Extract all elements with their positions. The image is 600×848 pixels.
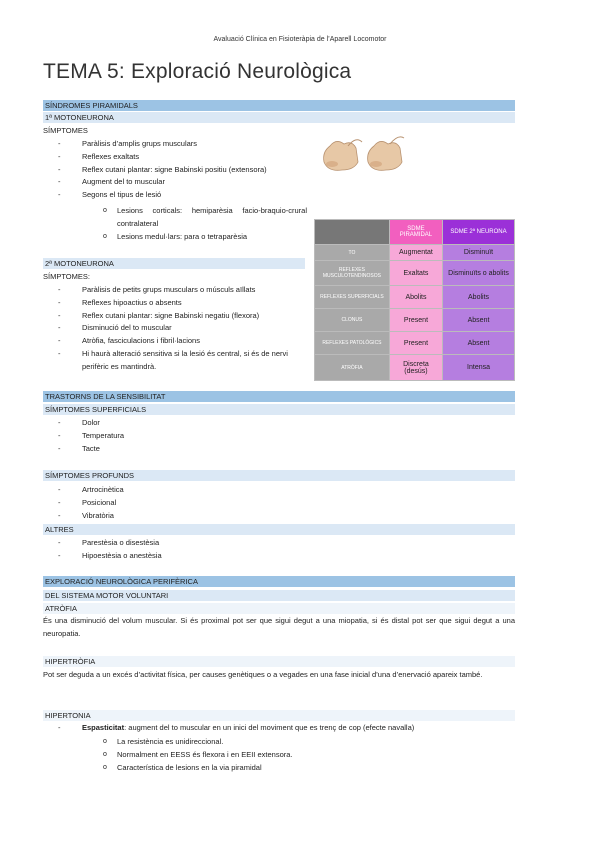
table-cell: REFLEXES SUPERFICIALS (315, 286, 390, 309)
table-row (315, 261, 515, 286)
table-cell: Present (389, 309, 442, 332)
list-item: - Paràlisis de petits grups musculars o músculs aïllats (58, 285, 256, 294)
foot-right-image (368, 137, 404, 170)
heading-hipertonia: HIPERTONIA (43, 710, 515, 721)
espasticitat-sublist (103, 736, 417, 774)
profunds-list (58, 484, 282, 522)
list-item: - Reflex cutani plantar: signe Babinski positiu (extensora) (58, 164, 267, 174)
table-header-row (315, 220, 515, 245)
table-cell: Present (389, 332, 442, 355)
comparison-table (314, 219, 515, 381)
list-item: - Augment del to muscular (58, 177, 165, 187)
list-item: - Temperatura (58, 430, 125, 440)
table-cell: Exaltats (389, 261, 442, 286)
list-item: - Tacte (58, 443, 100, 453)
table-header-cell: SDME PIRAMIDAL (389, 220, 442, 245)
table-row (315, 332, 515, 355)
list-item: o Característica de lesions en la via piramidal (103, 762, 262, 772)
table-row (315, 355, 515, 381)
list-item: - Segons el tipus de lesió (58, 190, 162, 200)
table-cell: Disminuïts o abolits (443, 261, 515, 286)
altres-list (58, 537, 282, 563)
table-row (315, 245, 515, 261)
espasticitat-term: Espasticitat (82, 723, 125, 732)
paragraph-hipertrofia: Pot ser deguda a un excés d’activitat física, per causes genètiques o a vegades en una fase inicial d’una d’enervació apareix també. (43, 670, 483, 679)
espasticitat-line: - Espasticitat: augment del to muscular en un inici del moviment que es trenç de cop (efecte navalla) (58, 723, 415, 732)
list-item: o La resistència es unidireccional. (103, 737, 224, 746)
subsection-bar-superficials: SÍMPTOMES SUPERFICIALS (43, 404, 515, 415)
table-cell: Abolits (443, 286, 515, 309)
table-cell: Discreta (desús) (389, 355, 442, 381)
symptoms-list-2 (58, 284, 307, 374)
heading-atrofia: ATRÒFIA (43, 603, 515, 614)
table-cell: Disminuït (443, 245, 515, 261)
list-item: - Disminució del to muscular (58, 323, 172, 333)
list-item: - Hi haurà alteració sensitiva si la lesió és central, si és de nervi perifèric es mantindrà. (58, 348, 288, 371)
table-row (315, 286, 515, 309)
table-cell: Absent (443, 309, 515, 332)
table-cell: Intensa (443, 355, 515, 381)
list-item: - Artrocinètica (58, 485, 124, 494)
espasticitat-definition: : augment del to muscular en un inici del moviment que es trenç de cop (efecte navalla) (124, 723, 415, 732)
table-cell: REFLEXES MUSCULOTENDINOSOS (315, 261, 390, 286)
page-title: TEMA 5: Exploració Neurològica (43, 60, 352, 83)
superficial-list (58, 417, 282, 455)
table-row (315, 309, 515, 332)
section-bar-piramidals: SÍNDROMES PIRAMIDALS (43, 100, 515, 111)
table-header-cell (315, 220, 390, 245)
list-item: o Lesions medul·lars: para o tetraparèsia (103, 231, 248, 241)
list-item: - Posicional (58, 497, 117, 507)
table-cell: Abolits (389, 286, 442, 309)
list-item: - Atròfia, fasciculacions i fibril·lacions (58, 336, 200, 346)
subsection-bar-1a-motoneurona: 1ª MOTONEURONA (43, 112, 515, 123)
list-item: - Reflexes hipoactius o absents (58, 297, 182, 307)
list-item: - Reflexes exaltats (58, 151, 140, 161)
list-item: - Reflex cutani plantar: signe Babinski negatiu (flexora) (58, 310, 260, 320)
subsection-bar-motor-voluntari: DEL SISTEMA MOTOR VOLUNTARI (43, 590, 515, 601)
subsection-bar-altres: ALTRES (43, 524, 515, 535)
table-header-cell: SDME 2ª NEURONA (443, 220, 515, 245)
list-item: - Vibratòria (58, 510, 114, 520)
section-bar-sensibilitat: TRASTORNS DE LA SENSIBILITAT (43, 391, 515, 402)
foot-left-image (324, 140, 362, 171)
paragraph-atrofia: És una disminució del volum muscular. Si és proximal pot ser que sigui degut a una miopatia, si és distal pot ser que sigui degut a una neuropatia. (43, 616, 515, 638)
table-cell: Augmentat (389, 245, 442, 261)
babinski-foot-image (318, 132, 408, 178)
section-bar-exploracio: EXPLORACIÓ NEUROLÒGICA PERIFÈRICA (43, 576, 515, 587)
list-item: o Normalment en EESS és flexora i en EEII extensora. (103, 749, 293, 759)
list-item: o Lesions corticals: hemiparèsia facio-braquio-crural contralateral (103, 206, 307, 228)
lesion-sublist (103, 205, 307, 243)
list-item: - Dolor (58, 418, 100, 427)
symptoms-label-2: SÍMPTOMES: (43, 272, 90, 281)
list-item: - Paràlisis d’amplis grups musculars (58, 139, 198, 148)
table-cell: ATRÒFIA (315, 355, 390, 381)
table-cell: REFLEXES PATOLÒGICS (315, 332, 390, 355)
heading-hipertrofia: HIPERTRÒFIA (43, 656, 515, 667)
table-cell: TO (315, 245, 390, 261)
page-header: Avaluació Clínica en Fisioteràpia de l’Aparell Locomotor (213, 36, 387, 43)
subsection-bar-profunds: SÍMPTOMES PROFUNDS (43, 470, 515, 481)
table-cell: CLONUS (315, 309, 390, 332)
list-item: - Hipoestèsia o anestèsia (58, 550, 162, 560)
table-cell: Absent (443, 332, 515, 355)
list-item: - Parestèsia o disestèsia (58, 538, 160, 547)
symptoms-label: SÍMPTOMES (43, 126, 88, 135)
symptoms-list-1 (58, 138, 312, 202)
subsection-bar-2a-motoneurona: 2ª MOTONEURONA (43, 258, 305, 269)
